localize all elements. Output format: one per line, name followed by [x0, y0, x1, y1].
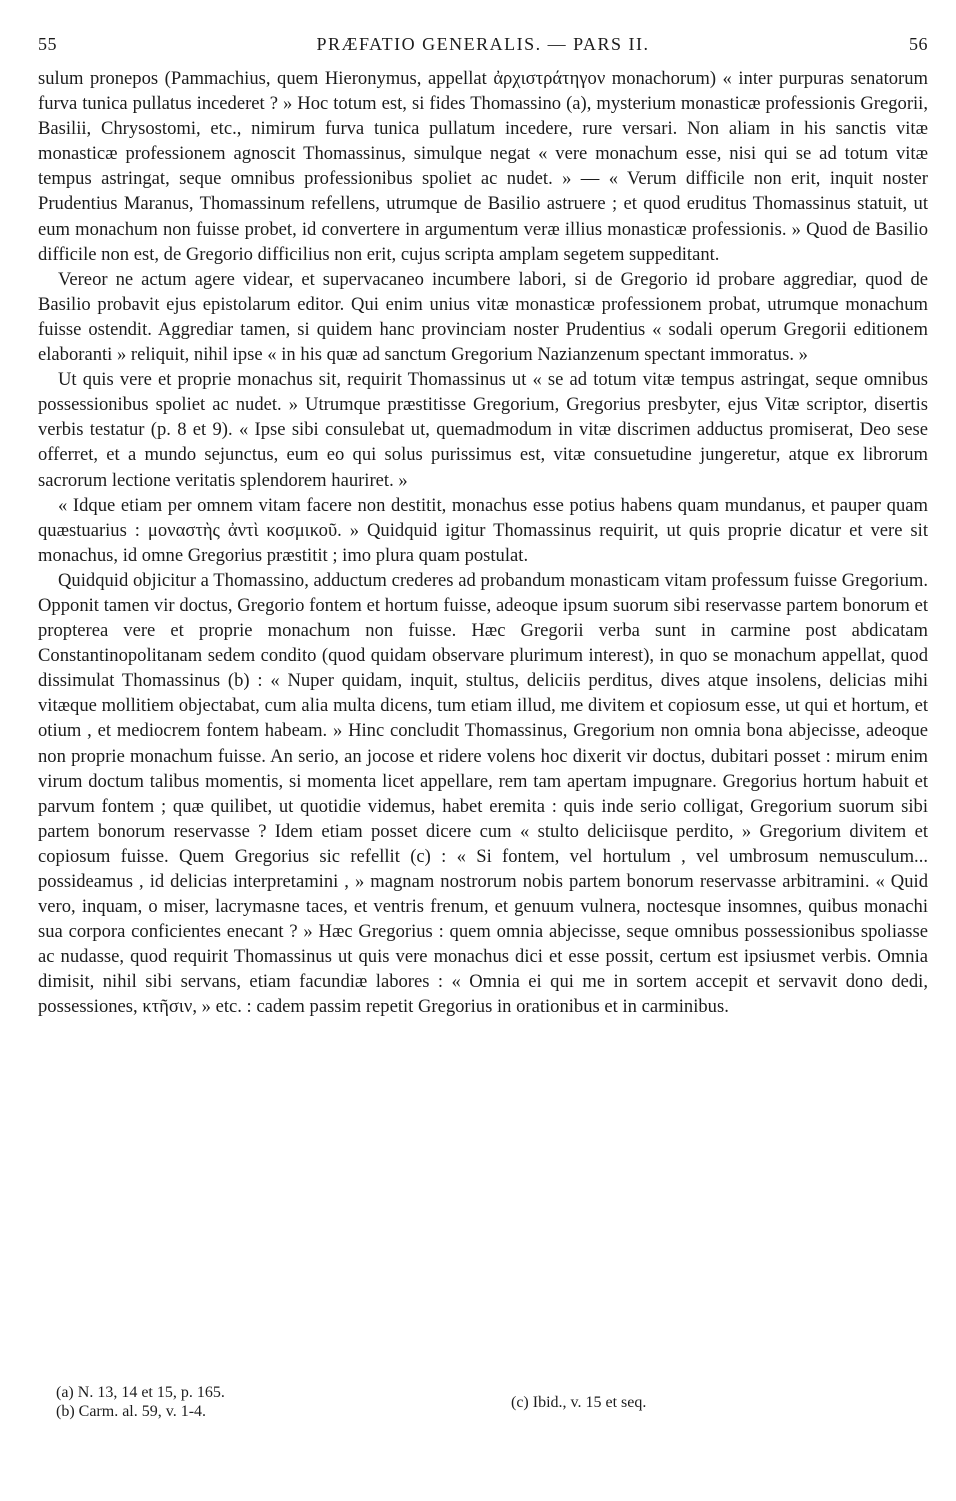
page-number-right: 56 [908, 34, 928, 54]
page-number-left: 55 [38, 34, 57, 54]
paragraph-3: Ut quis vere et proprie monachus sit, requirit Thomassinus ut « se ad totum vitæ tempus astringat, seque omnibus possessionibus spoliet ac nudet. » Utrumque præstitisse Gregorium, Gregorius presbyter, ejus Vitæ scriptor, disertis verbis testatur (p. 8 et 9). « Ipse sibi consulebat ut, quemadmodum in vitæ discrimen adductus promiserat, Deo sese offerret, et a mundo sejunctus, eum eo qui solus purissimus est, vitæ consuetudine jungeretur, atque ex librorum sacrorum lectione veritatis splendorem hauriret. » [38, 369, 928, 491]
running-title: PRÆFATIO GENERALIS. — PARS II. [316, 34, 650, 54]
paragraph-1: sulum pronepos (Pammachius, quem Hieronymus, appellat ἀρχιστράτηγον monachorum) « inter purpuras senatorum furva tunica pullatus incederet ? » Hoc totum est, si fides Thomassino (a), mysterium monasticæ professionis Gregorii, Basilii, Chrysostomi, etc., nimirum furva tunica pullatum incedere, rure versari. Non aliam in his sanctis vitæ monasticæ professionem agnoscit Thomassinus, simulque negat « vere monachum esse, nisi qui se ad totum vitæ tempus astringat, seque omnibus professionibus spoliet ac nudet. » — « Verum difficile non erit, inquit noster Prudentius Maranus, Thomassinum refellens, utrumque de Basilio astruere ; et quod eruditus Thomassinus statuit, ut eum monachum non fuisse probet, id convertere in argumentum veræ illius monasticæ professionis. » Quod de Basilio difficile non est, de Gregorio difficilius non erit, cujus scripta amplam segetem suppeditant. [38, 68, 928, 265]
page [38, 34, 928, 1020]
footnotes-right-column [511, 1383, 646, 1421]
footnotes-left-column [56, 1383, 511, 1421]
footnote-c: (c) Ibid., v. 15 et seq. [511, 1394, 647, 1411]
paragraph-4: « Idque etiam per omnem vitam facere non destitit, monachus esse potius habens quam mundanus, et pauper quam quæstuarius : μοναστὴς ἀντὶ κοσμικοῦ. » Quidquid igitur Thomassinus requirit, ut quis proprie dicatur et vere sit monachus, id omne Gregorius præstitit ; imo plura quam postulat. [38, 494, 928, 566]
footnote-a: (a) N. 13, 14 et 15, p. 165. [56, 1384, 225, 1401]
body-text [38, 66, 928, 1020]
paragraph-2: Vereor ne actum agere videar, et supervacaneo incumbere labori, si de Gregorio id probare aggrediar, quod de Basilio probavit ejus epistolarum editor. Qui enim unius vitæ monasticæ professionem probat, utrumque monachum fuisse ostendit. Aggrediar tamen, si quidem hanc provinciam noster Prudentius « sodali operum Gregorii editionem elaboranti » reliquit, nihil ipse « in his quæ ad sanctum Gregorium Nazianzenum spectant immoratus. » [38, 268, 928, 366]
running-head [38, 34, 928, 60]
footnote-b: (b) Carm. al. 59, v. 1-4. [56, 1403, 207, 1420]
footnotes [56, 1383, 886, 1421]
paragraph-5: Quidquid objicitur a Thomassino, adductum crederes ad probandum monasticam vitam professum fuisse Gregorium. Opponit tamen vir doctus, Gregorio fontem et hortum fuisse, adeoque ipsum suorum sibi reservasse partem bonorum et propterea vere et proprie monachum non fuisse. Hæc Gregorii verba sunt in carmine post abdicatam Constantinopolitanam sedem condito (quod quidam observare plurimum interest), in quo se monachum appellat, quod dissimulat Thomassinus (b) : « Nuper quidam, inquit, stultus, deliciis perditus, dives atque insolens, delicias mihi vitæque mollitiem objectabat, cum alia multa dicens, tum etiam illud, me divitem et copiosum esse, ut qui et hortum, et otium , et mediocrem fontem habeam. » Hinc concludit Thomassinus, Gregorium non omnia bona abjecisse, adeoque non proprie monachum fuisse. An serio, an jocose et ridere volens hoc dixerit vir doctus, dubitari posset : mirum enim virum doctum talibus momentis, si momenta licet appellare, rem tam apertam impugnare. Gregorius hortum habuit et parvum fontem ; quæ quilibet, ut quotidie videmus, habet eremita : quis inde serio colligat, Gregorium suorum sibi partem bonorum reservasse ? Idem etiam posset dicere cum « stulto deliciisque perdito, » Gregorium divitem et copiosum fuisse. Quem Gregorius sic refellit (c) : « Si fontem, vel hortulum , vel umbrosum nemusculum... possideamus , id delicias interpretamini , » magnam nostrorum nobis partem bonorum reservasse arbitramini. « Quid vero, inquam, o miser, lacrymasne taces, et ventris frenum, et genuum vulnera, noctesque insomnes, quibus monachi sua corpora conficientes enecant ? » Hæc Gregorius : quem omnia abjecisse, seque omnibus possessionibus spoliasse ac nudasse, quod requirit Thomassinus ut quis vere monachus dici et esse possit, certum est ipsiusmet verbis. Omnia dimisit, nihil sibi servans, etiam facundiæ labores : « Omnia ei qui me in sortem accepit et servavit dono dedi, possessiones, κτῆσιν, » etc. : cadem passim repetit Gregorius in orationibus et in carminibus. [38, 569, 928, 1018]
